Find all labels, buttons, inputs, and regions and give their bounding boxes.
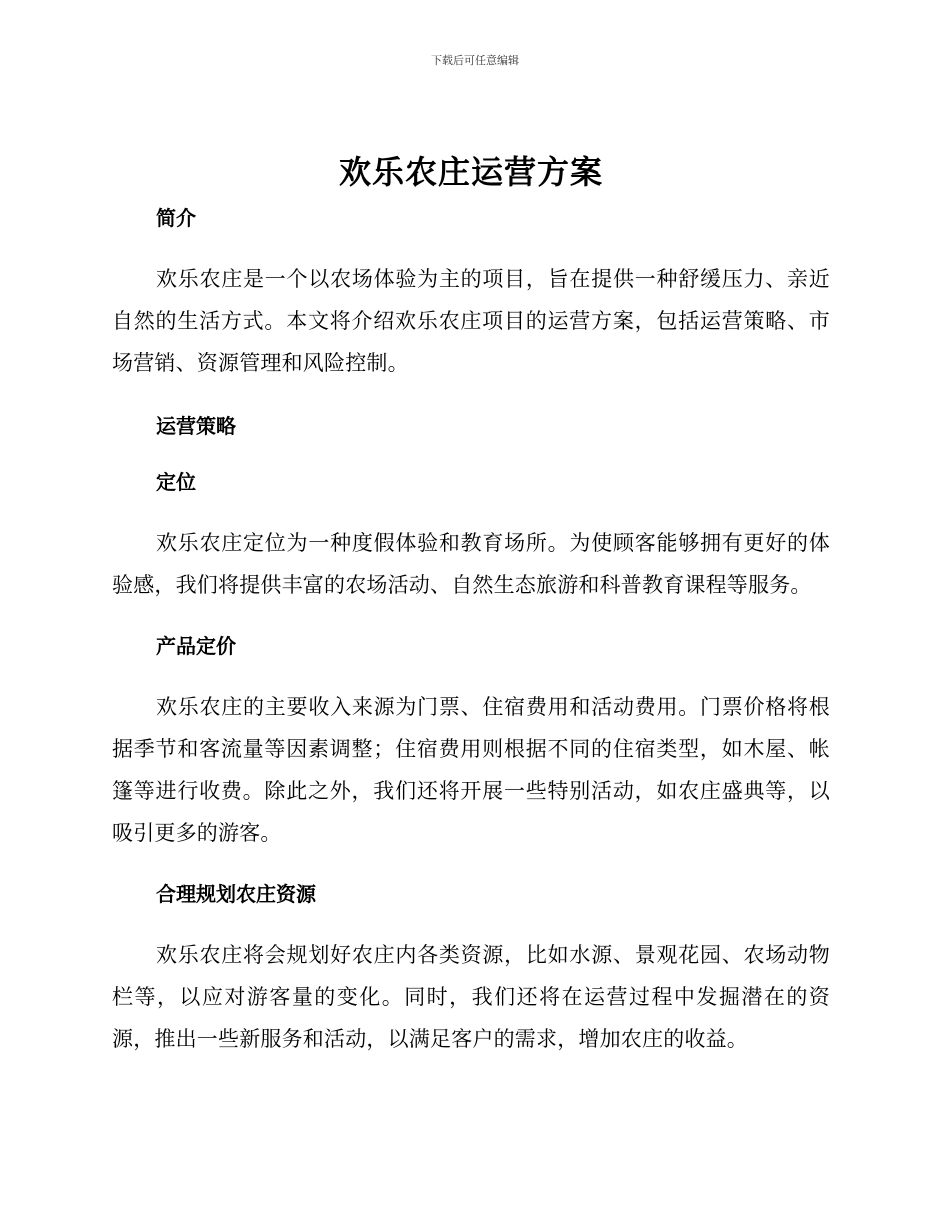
document-title: 欢乐农庄运营方案	[338, 153, 603, 191]
document-body	[112, 148, 830, 1060]
paragraph-resource-planning: 欢乐农庄将会规划好农庄内各类资源，比如水源、景观花园、农场动物栏等，以应对游客量的变化。同时，我们还将在运营过程中发掘潜在的资源，推出一些新服务和活动，以满足客户的需求，增加农庄的收益。	[112, 943, 830, 1051]
heading-introduction: 简介	[156, 206, 196, 230]
page-header-note: 下载后可任意编辑	[431, 54, 519, 67]
paragraph-introduction: 欢乐农庄是一个以农场体验为主的项目，旨在提供一种舒缓压力、亲近自然的生活方式。本文将介绍欢乐农庄项目的运营方案，包括运营策略、市场营销、资源管理和风险控制。	[112, 267, 830, 375]
heading-product-pricing: 产品定价	[156, 634, 236, 658]
paragraph-positioning: 欢乐农庄定位为一种度假体验和教育场所。为使顾客能够拥有更好的体验感，我们将提供丰富的农场活动、自然生态旅游和科普教育课程等服务。	[112, 531, 830, 597]
paragraph-product-pricing: 欢乐农庄的主要收入来源为门票、住宿费用和活动费用。门票价格将根据季节和客流量等因素调整；住宿费用则根据不同的住宿类型，如木屋、帐篷等进行收费。除此之外，我们还将开展一些特别活动，如农庄盛典等，以吸引更多的游客。	[112, 695, 830, 845]
heading-positioning: 定位	[156, 470, 196, 494]
heading-operation-strategy: 运营策略	[156, 414, 236, 438]
heading-resource-planning: 合理规划农庄资源	[156, 882, 316, 906]
